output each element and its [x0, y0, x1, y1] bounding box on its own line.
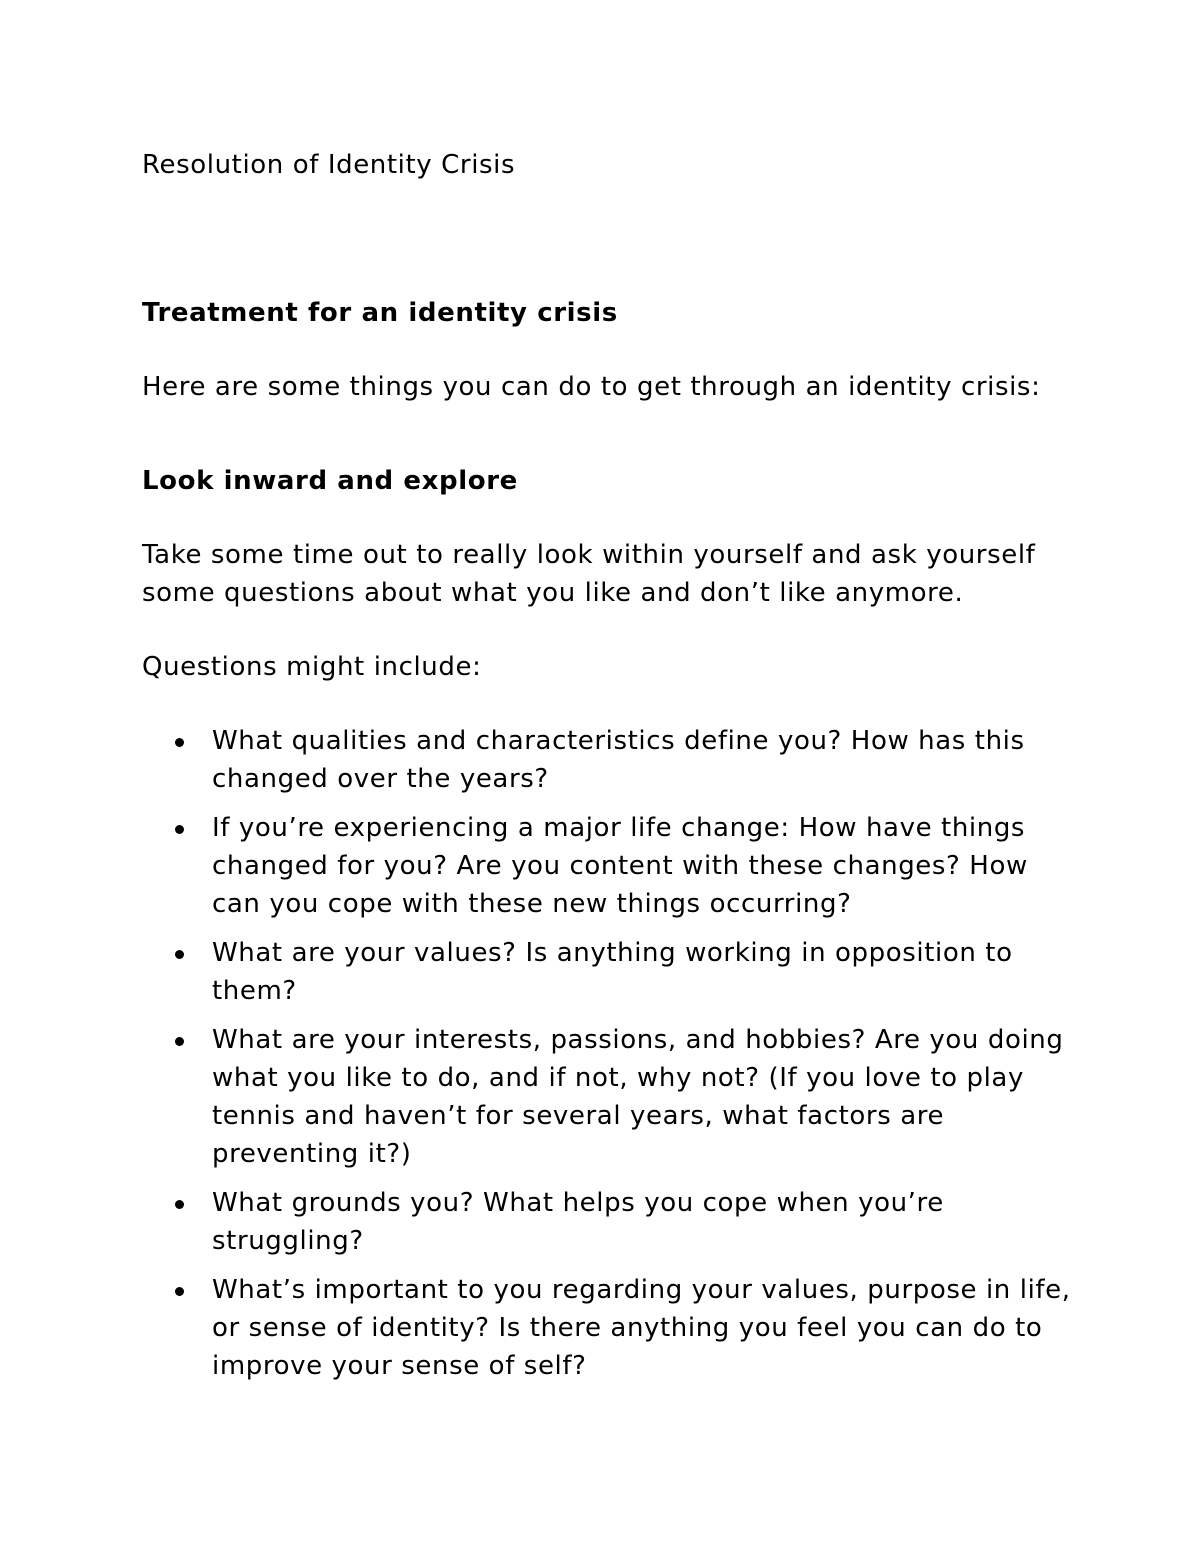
bullet-icon [175, 1037, 184, 1046]
list-item-text: What grounds you? What helps you cope when you’re struggling? [212, 1188, 944, 1256]
questions-label: Questions might include: [142, 652, 482, 682]
list-item [142, 722, 1072, 798]
bullet-icon [175, 738, 184, 747]
body-paragraph: Take some time out to really look within yourself and ask yourself some questions about what you like and don’t like anymore. [142, 540, 1036, 608]
list-item [142, 1184, 1072, 1260]
bullet-icon [175, 1200, 184, 1209]
questions-list [142, 722, 1072, 1385]
document-body [142, 146, 1072, 1396]
list-item [142, 1021, 1072, 1173]
bullet-icon [175, 950, 184, 959]
heading-look-inward: Look inward and explore [142, 466, 518, 496]
list-item-text: What qualities and characteristics define you? How has this changed over the years? [212, 726, 1025, 794]
list-item [142, 809, 1072, 923]
list-item-text: What’s important to you regarding your values, purpose in life, or sense of identity? Is there anything you feel you can do to improve your sense of self? [212, 1275, 1071, 1381]
list-item-text: If you’re experiencing a major life change: How have things changed for you? Are you content with these changes? How can you cope with these new things occurring? [212, 813, 1028, 919]
document-title: Resolution of Identity Crisis [142, 150, 516, 180]
bullet-icon [175, 825, 184, 834]
list-item-text: What are your interests, passions, and hobbies? Are you doing what you like to do, and if not, why not? (If you love to play tennis and haven’t for several years, what factors are preventing it?) [212, 1025, 1064, 1169]
list-item [142, 934, 1072, 1010]
list-item-text: What are your values? Is anything working in opposition to them? [212, 938, 1013, 1006]
heading-treatment: Treatment for an identity crisis [142, 298, 618, 328]
list-item [142, 1271, 1072, 1385]
intro-text: Here are some things you can do to get through an identity crisis: [142, 372, 1041, 402]
bullet-icon [175, 1287, 184, 1296]
